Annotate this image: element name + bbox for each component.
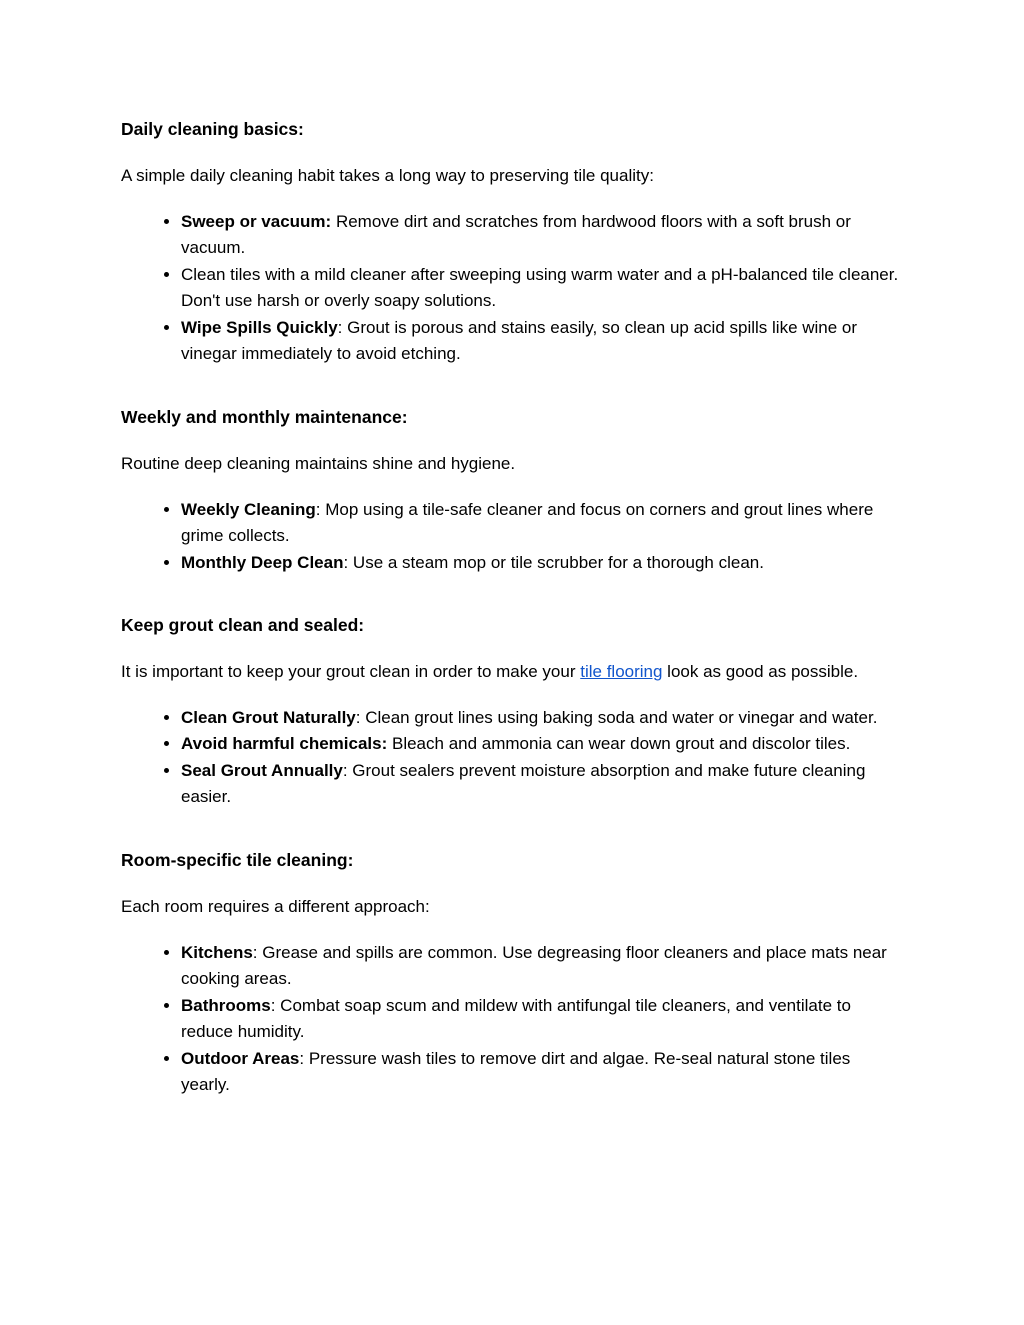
intro-text-before-link: It is important to keep your grout clean in order to make your bbox=[121, 662, 581, 682]
list-item-text: Remove dirt and scratches from hardwood floors with a soft brush or vacuum. bbox=[181, 211, 851, 258]
section-intro: Each room requires a different approach: bbox=[121, 897, 430, 917]
section-intro: Routine deep cleaning maintains shine and hygiene. bbox=[121, 454, 516, 474]
list-item-text: : Mop using a tile-safe cleaner and focus on corners and grout lines where grime collects. bbox=[181, 499, 874, 546]
section-heading: Weekly and monthly maintenance: bbox=[121, 406, 408, 427]
list-item bbox=[181, 550, 902, 577]
list-item-lead: Weekly Cleaning bbox=[181, 499, 316, 519]
section-keep-grout-clean-sealed bbox=[121, 612, 902, 811]
bullet-list bbox=[121, 209, 902, 368]
list-item-lead: Wipe Spills Quickly bbox=[181, 317, 338, 337]
list-item bbox=[181, 940, 902, 993]
list-item-text: Clean tiles with a mild cleaner after sweeping using warm water and a pH-balanced tile cleaner. Don't use harsh or overly soapy solutions. bbox=[181, 264, 899, 311]
list-item-lead: Avoid harmful chemicals: bbox=[181, 734, 388, 754]
list-item-text: : Use a steam mop or tile scrubber for a thorough clean. bbox=[343, 552, 764, 572]
list-item bbox=[181, 705, 902, 732]
tile-flooring-link[interactable]: tile flooring bbox=[580, 662, 663, 682]
list-item bbox=[181, 758, 902, 811]
list-item-lead: Seal Grout Annually bbox=[181, 760, 343, 780]
list-item-text: : Grease and spills are common. Use degreasing floor cleaners and place mats near cooking areas. bbox=[181, 942, 887, 989]
section-heading: Daily cleaning basics: bbox=[121, 119, 304, 139]
list-item bbox=[181, 262, 902, 315]
list-item-text: : Grout sealers prevent moisture absorption and make future cleaning easier. bbox=[181, 760, 866, 807]
bullet-list bbox=[121, 705, 902, 811]
list-item bbox=[181, 209, 902, 262]
list-item-text: : Pressure wash tiles to remove dirt and algae. Re-seal natural stone tiles yearly. bbox=[181, 1048, 851, 1095]
list-item-text: : Combat soap scum and mildew with antifungal tile cleaners, and ventilate to reduce humidity. bbox=[181, 995, 851, 1042]
bullet-list bbox=[121, 497, 902, 577]
list-item-text: : Clean grout lines using baking soda and water or vinegar and water. bbox=[355, 707, 878, 727]
intro-text-after-link: look as good as possible. bbox=[662, 662, 859, 682]
list-item-lead: Outdoor Areas bbox=[181, 1048, 300, 1068]
list-item-lead: Clean Grout Naturally bbox=[181, 707, 356, 727]
list-item-lead: Bathrooms bbox=[181, 995, 271, 1015]
list-item bbox=[181, 315, 902, 368]
list-item-text: Bleach and ammonia can wear down grout and discolor tiles. bbox=[387, 734, 851, 754]
section-weekly-monthly-maintenance bbox=[121, 404, 902, 576]
list-item bbox=[181, 1046, 902, 1099]
list-item-lead: Monthly Deep Clean bbox=[181, 552, 344, 572]
list-item-lead: Sweep or vacuum: bbox=[181, 211, 332, 231]
section-heading: Keep grout clean and sealed: bbox=[121, 615, 365, 636]
bullet-list bbox=[121, 940, 902, 1099]
list-item-text: : Grout is porous and stains easily, so clean up acid spills like wine or vinegar immediately to avoid etching. bbox=[181, 317, 858, 364]
section-intro: A simple daily cleaning habit takes a long way to preserving tile quality: bbox=[121, 166, 654, 186]
list-item-lead: Kitchens bbox=[181, 942, 253, 962]
list-item bbox=[181, 993, 902, 1046]
list-item bbox=[181, 731, 902, 758]
section-intro bbox=[121, 659, 902, 686]
section-room-specific-tile-cleaning bbox=[121, 847, 902, 1099]
section-daily-cleaning-basics bbox=[121, 116, 902, 368]
list-item bbox=[181, 497, 902, 550]
section-heading: Room-specific tile cleaning: bbox=[121, 850, 354, 870]
